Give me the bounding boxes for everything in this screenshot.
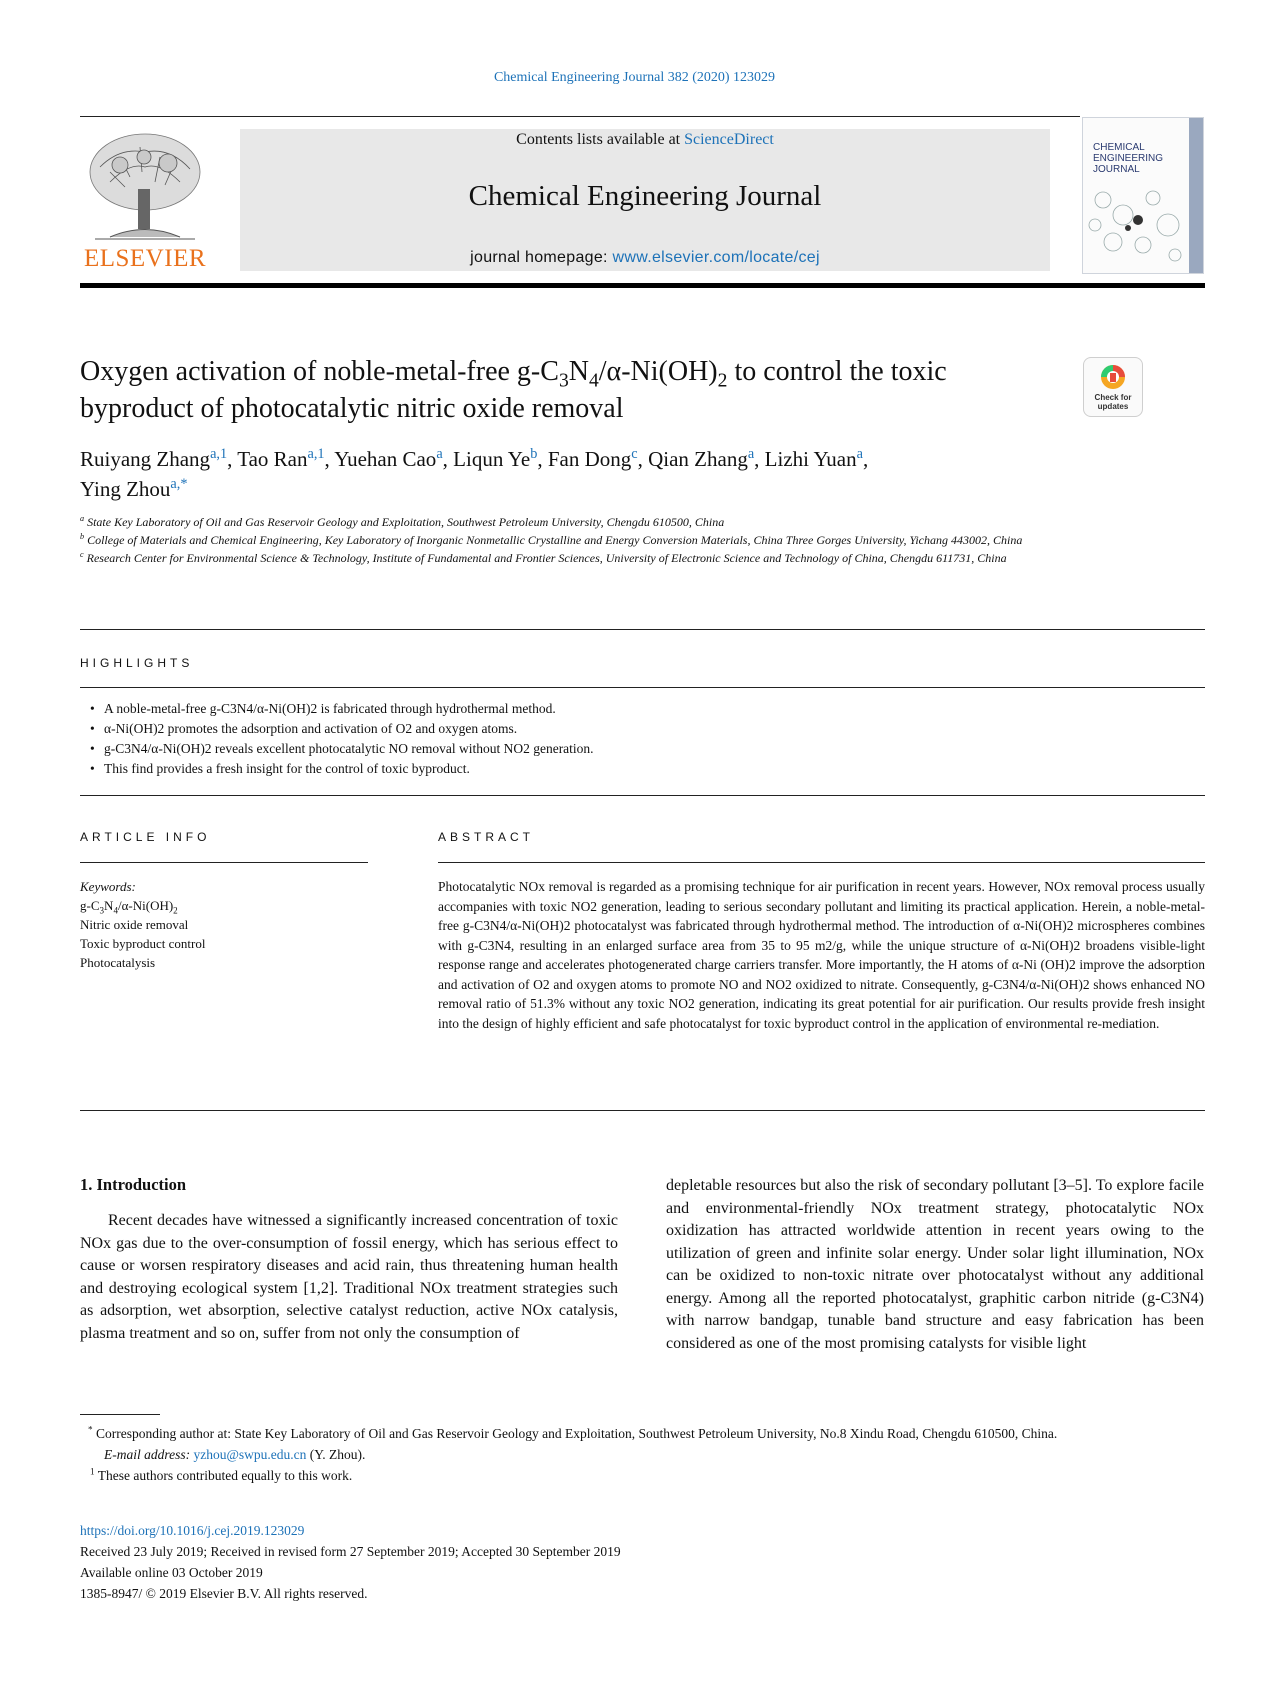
cover-artwork xyxy=(1083,180,1189,270)
footnote-rule xyxy=(80,1414,160,1415)
author-name: Ying Zhou xyxy=(80,477,171,501)
introduction-heading: 1. Introduction xyxy=(80,1175,187,1194)
highlights-rule xyxy=(80,687,1205,688)
abstract-rule xyxy=(438,862,1205,863)
highlight-item: • A noble-metal-free g-C3N4/α-Ni(OH)2 is fabricated through hydrothermal method. xyxy=(80,699,1180,719)
author-separator: , xyxy=(754,447,765,471)
intro-right-column xyxy=(666,1175,1204,1355)
elsevier-wordmark[interactable]: ELSEVIER xyxy=(83,245,207,272)
doi-link[interactable]: https://doi.org/10.1016/j.cej.2019.123029 xyxy=(80,1523,305,1538)
available-online: Available online 03 October 2019 xyxy=(80,1565,263,1580)
contents-available-line xyxy=(240,131,1050,149)
journal-title: Chemical Engineering Journal xyxy=(468,180,822,212)
author-affiliation-marker[interactable]: a,1 xyxy=(307,446,325,462)
author-separator: , xyxy=(324,447,335,471)
author-name: Lizhi Yuan xyxy=(764,447,857,471)
author-name: Qian Zhang xyxy=(648,447,748,471)
header-top-rule xyxy=(80,116,1080,117)
header-bottom-rule xyxy=(80,283,1205,288)
author-name: Ruiyang Zhang xyxy=(80,447,211,471)
cover-color-strip xyxy=(1189,118,1203,273)
abstract-bottom-rule xyxy=(80,1110,1205,1111)
cover-title: CHEMICAL ENGINEERING JOURNAL xyxy=(1093,142,1164,175)
highlight-item: • g-C3N4/α-Ni(OH)2 reveals excellent photocatalytic NO removal without NO2 generation. xyxy=(80,739,1180,759)
title-line-2: byproduct of photocatalytic nitric oxide removal xyxy=(80,393,624,424)
affiliation-b: $^b$ College of Materials and Chemical Engineering, Key Laboratory of Inorganic Nonmetallic Crystalline and Energy Conversion Materials, China Three Gorges University, Yichang 443002, China xyxy=(80,532,1023,547)
author-affiliation-marker[interactable]: a xyxy=(856,446,863,462)
check-for-updates-button[interactable] xyxy=(1083,357,1143,417)
check-updates-label: Check for updates xyxy=(1094,393,1132,411)
author-separator: , xyxy=(537,447,548,471)
journal-homepage-line xyxy=(240,249,1050,267)
intro-paragraph-left: Recent decades have witnessed a significantly increased concentration of toxic NOx gas due to the over-consumption of fossil energy, which has serious effect to cause or worsen respiratory diseases and acid rain, thus threatening human health and destroying ecological system [1,2]. Traditional NOx treatment strategies such as adsorption, wet absorption, selective catalyst reduction, active NOx catalysis, plasma treatment and so on, suffer from not only the consumption of xyxy=(80,1212,618,1342)
author-name: Liqun Ye xyxy=(453,447,531,471)
author-separator: , xyxy=(637,447,649,471)
intro-left-column xyxy=(80,1210,618,1345)
email-link[interactable]: yzhou@swpu.edu.cn xyxy=(193,1447,307,1462)
author-affiliation-marker[interactable]: a,1 xyxy=(210,446,228,462)
article-info-heading: ARTICLE INFO xyxy=(80,830,211,844)
sciencedirect-link[interactable]: ScienceDirect xyxy=(684,131,774,148)
highlights-top-rule xyxy=(80,629,1205,630)
author-name: Yuehan Cao xyxy=(334,447,437,471)
author-separator: , xyxy=(227,447,238,471)
received-dates: Received 23 July 2019; Received in revised form 27 September 2019; Accepted 30 September 2019 xyxy=(80,1544,621,1559)
author-affiliation-marker[interactable]: c xyxy=(631,446,638,462)
intro-paragraph-right: depletable resources but also the risk of secondary pollutant [3–5]. To explore facile and environmental-friendly NOx treatment strategy, photocatalytic NOx oxidization has attracted worldwide attention in recent years owing to the utilization of green and infinite solar energy. Under solar light illumination, NOx can be oxidized to non-toxic nitrate over photocatalyst without any additional energy. Among all the reported photocatalyst, graphitic carbon nitride (g-C3N4) with narrow bandgap, tunable band structure and easy fabrication has been considered as one of the most promising catalysts for visible light xyxy=(666,1177,1204,1352)
author-affiliation-marker[interactable]: a,* xyxy=(170,476,188,492)
highlights-list xyxy=(80,699,1180,779)
author-separator: , xyxy=(442,447,454,471)
contents-prefix: Contents lists available at xyxy=(516,131,685,148)
journal-cover-thumbnail[interactable] xyxy=(1082,117,1204,274)
homepage-link[interactable]: www.elsevier.com/locate/cej xyxy=(612,249,820,266)
affiliations xyxy=(80,513,1205,567)
keyword-item: Photocatalysis xyxy=(80,955,156,970)
keyword-item: Toxic byproduct control xyxy=(80,936,206,951)
author-affiliation-marker[interactable]: b xyxy=(530,446,538,462)
author-list xyxy=(80,444,1080,504)
author-name: Tao Ran xyxy=(237,447,308,471)
title-line-1: Oxygen activation of noble-metal-free $g-C_3N_4/\alpha-Ni(OH)_2$ to control the toxic xyxy=(80,356,947,392)
article-title xyxy=(80,353,1070,427)
article-metadata xyxy=(80,1520,880,1604)
affiliation-a: $^a$ State Key Laboratory of Oil and Gas Reservoir Geology and Exploitation, Southwest Petroleum University, Chengdu 610500, China xyxy=(80,514,725,529)
highlights-heading: HIGHLIGHTS xyxy=(80,656,194,670)
author-affiliation-marker[interactable]: a xyxy=(747,446,755,462)
highlight-item: • α-Ni(OH)2 promotes the adsorption and activation of O2 and oxygen atoms. xyxy=(80,719,1180,739)
email-note: E-mail address: yzhou@swpu.edu.cn (Y. Zhou). xyxy=(104,1447,366,1462)
highlights-bottom-rule xyxy=(80,795,1205,796)
keyword-item: Nitric oxide removal xyxy=(80,917,189,932)
keywords-label: Keywords: xyxy=(80,879,136,894)
check-updates-icon xyxy=(1100,364,1126,390)
abstract-heading: ABSTRACT xyxy=(438,830,535,844)
keyword-item: $g-C_3N_4/\alpha-Ni(OH)_2$ xyxy=(80,898,178,916)
equal-contribution-note: $^1$ These authors contributed equally to this work. xyxy=(90,1466,353,1483)
copyright: 1385-8947/ © 2019 Elsevier B.V. All rights reserved. xyxy=(80,1586,368,1601)
highlight-item: • This find provides a fresh insight for the control of toxic byproduct. xyxy=(80,759,1180,779)
author-separator: , xyxy=(862,447,869,471)
footnotes xyxy=(80,1423,1205,1486)
abstract-text: Photocatalytic NOx removal is regarded as a promising technique for air purification in recent years. However, NOx removal process usually accompanies with toxic NO2 generation, leading to serious secondary pollutant and limiting its practical application. Herein, a noble-metal-free g-C3N4/α-Ni(OH)2 photocatalyst was fabricated through hydrothermal method. The introduction of α-Ni(OH)2 microspheres combines with g-C3N4, resulting in an enlarged surface area from 35 to 95 m2/g, while the unique structure of α-Ni(OH)2 broadens visible-light response range and accelerates photogenerated charge carriers transfer. More importantly, the H atoms of α-Ni (OH)2 improve the adsorption and activation of O2 and oxygen atoms to promote NO and NO2 oxidized to nitrate. Consequently, g-C3N4/α-Ni(OH)2 shows enhanced NO removal ratio of 51.3% without any toxic NO2 generation, indicating its great potential for air purification. Our results provide fresh insight into the design of highly efficient and safe photocatalyst for toxic byproduct control in the application of environmental re-mediation. xyxy=(438,879,1205,1031)
author-affiliation-marker[interactable]: a xyxy=(436,446,443,462)
keywords-block xyxy=(80,877,370,972)
corresponding-author-note: * Corresponding author at: State Key Laboratory of Oil and Gas Reservoir Geology and Exploitation, Southwest Petroleum University, No.8 Xindu Road, Chengdu 610500, China. xyxy=(88,1424,1058,1441)
homepage-prefix: journal homepage: xyxy=(470,249,613,266)
journal-reference[interactable]: Chemical Engineering Journal 382 (2020) 123029 xyxy=(493,70,776,85)
author-name: Fan Dong xyxy=(547,447,632,471)
affiliation-c: $^c$ Research Center for Environmental Science & Technology, Institute of Fundamental and Frontier Sciences, University of Electronic Science and Technology of China, Chengdu 611731, China xyxy=(80,550,1007,565)
article-info-rule xyxy=(80,862,368,863)
